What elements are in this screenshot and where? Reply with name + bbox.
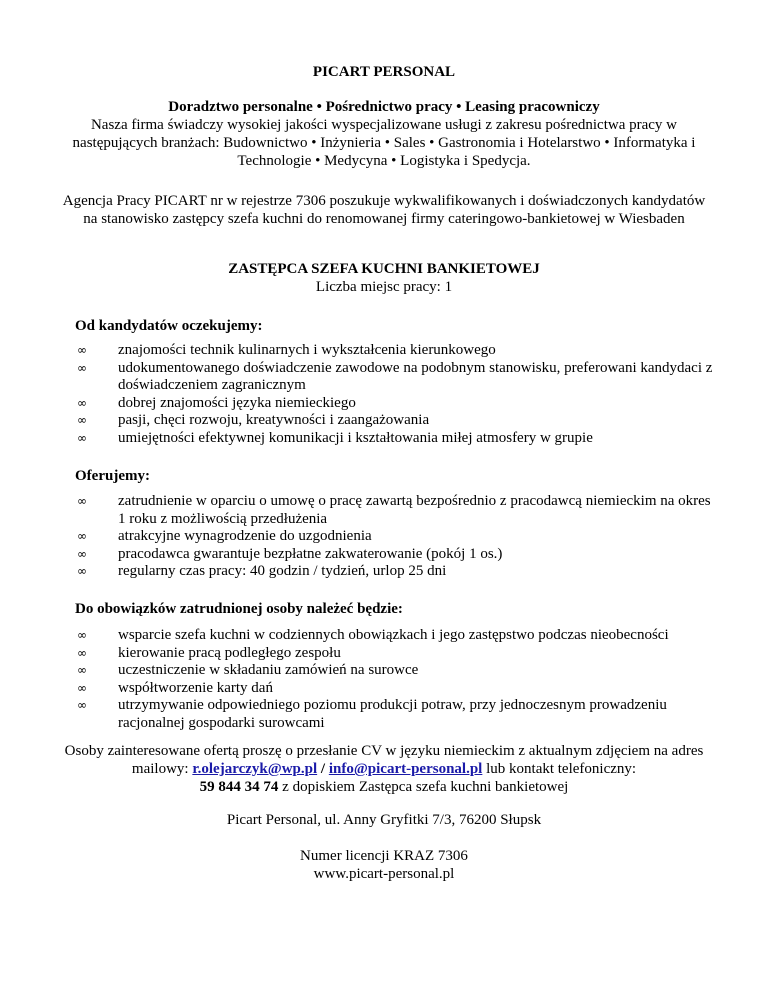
list-item [75,546,715,564]
infinity-bullet-icon: ∞ [77,395,87,410]
email-link-secondary[interactable]: info@picart-personal.pl [328,761,483,777]
website: www.picart-personal.pl [313,866,455,882]
list-item-text: współtworzenie karty dań [118,679,273,696]
list-item [75,697,715,732]
infinity-bullet-icon: ∞ [77,343,87,357]
list-item-text: uczestniczenie w składaniu zamówień na surowce [118,662,419,678]
list-item [75,680,715,698]
duties-heading: Do obowiązków zatrudnionej osoby należeć będzie: [75,601,403,617]
phone-suffix: z dopiskiem Zastępca szefa kuchni bankietowej [282,779,569,795]
list-item [75,412,715,430]
services-line: Doradztwo personalne • Pośrednictwo pracy • Leasing pracowniczy [168,99,600,115]
list-item-text: atrakcyjne wynagrodzenie do uzgodnienia [118,528,372,544]
infinity-bullet-icon: ∞ [77,546,87,561]
list-item [75,662,715,680]
positions-count: Liczba miejsc pracy: 1 [315,279,453,295]
infinity-bullet-icon: ∞ [77,413,87,427]
infinity-bullet-icon: ∞ [77,698,87,712]
duties-list [75,627,715,732]
requirements-list [75,342,715,447]
list-item [75,493,715,528]
requirements-heading: Od kandydatów oczekujemy: [75,318,263,334]
intro-block [60,98,708,170]
license-block [0,847,768,883]
list-item-text: utrzymywanie odpowiedniego poziomu produkcji potraw, przy jednoczesnym prowadzeniu racjonalnej gospodarki surowcami [118,697,667,731]
company-name: PICART PERSONAL [312,64,456,80]
infinity-bullet-icon: ∞ [77,645,87,660]
infinity-bullet-icon: ∞ [77,494,87,508]
list-item-text: umiejętności efektywnej komunikacji i kształtowania miłej atmosfery w grupie [118,429,593,446]
list-item-text: udokumentowanego doświadczenie zawodowe na podobnym stanowisku, preferowani kandydaci z doświadczeniem zagranicznym [118,359,713,393]
list-item [75,645,715,663]
license-number: Numer licencji KRAZ 7306 [300,848,468,864]
list-item [75,342,715,360]
infinity-bullet-icon: ∞ [77,663,87,677]
infinity-bullet-icon: ∞ [77,628,87,642]
list-item [75,528,715,546]
email-separator: / [320,761,326,777]
offer-list [75,493,715,581]
list-item [75,563,715,581]
list-item-text: pracodawca gwarantuje bezpłatne zakwaterowanie (pokój 1 os.) [118,545,503,562]
list-item [75,395,715,413]
list-item [75,627,715,645]
infinity-bullet-icon: ∞ [77,430,87,445]
infinity-bullet-icon: ∞ [77,529,87,543]
infinity-bullet-icon: ∞ [77,360,87,375]
email-link-primary[interactable]: r.olejarczyk@wp.pl [192,761,318,777]
agency-text: Agencja Pracy PICART nr w rejestrze 7306 poszukuje wykwalifikowanych i doświadczonych kandydatów na stanowisko zastępcy szefa kuchni do renomowanej firmy cateringowo-bankietowej w Wiesbaden [62,193,706,227]
list-item-text: dobrej znajomości języka niemieckiego [118,394,356,411]
phone-intro: lub kontakt telefoniczny: [486,761,637,777]
list-item [75,360,715,395]
list-item-text: kierowanie pracą podległego zespołu [118,644,341,661]
list-item-text: znajomości technik kulinarnych i wykształcenia kierunkowego [118,342,496,358]
phone-number: 59 844 34 74 [199,779,279,795]
list-item-text: regularny czas pracy: 40 godzin / tydzień, urlop 25 dni [118,563,447,579]
contact-intro: Osoby zainteresowane ofertą proszę o przesłanie CV w języku niemieckim z aktualnym zdjęciem na adres mailowy: [64,743,704,777]
company-description: Nasza firma świadczy wysokiej jakości wyspecjalizowane usługi z zakresu pośrednictwa pracy w następujących branżach: Budownictwo • Inżynieria • Sales • Gastronomia i Hotelarstwo • Informatyka i Technologie • Medycyna • Logistyka i Spedycja. [72,117,696,169]
company-address: Picart Personal, ul. Anny Gryfitki 7/3, 76200 Słupsk [226,812,542,828]
job-title: ZASTĘPCA SZEFA KUCHNI BANKIETOWEJ [228,261,540,277]
list-item-text: zatrudnienie w oparciu o umowę o pracę zawartą bezpośrednio z pracodawcą niemieckim na okres 1 roku z możliwością przedłużenia [118,493,711,527]
infinity-bullet-icon: ∞ [77,680,87,695]
offer-heading: Oferujemy: [75,468,150,484]
list-item-text: wsparcie szefa kuchni w codziennych obowiązkach i jego zastępstwo podczas nieobecności [118,627,669,643]
list-item-text: pasji, chęci rozwoju, kreatywności i zaangażowania [118,412,430,428]
list-item [75,430,715,448]
job-header [0,260,768,296]
infinity-bullet-icon: ∞ [77,564,87,578]
contact-block [60,742,708,796]
